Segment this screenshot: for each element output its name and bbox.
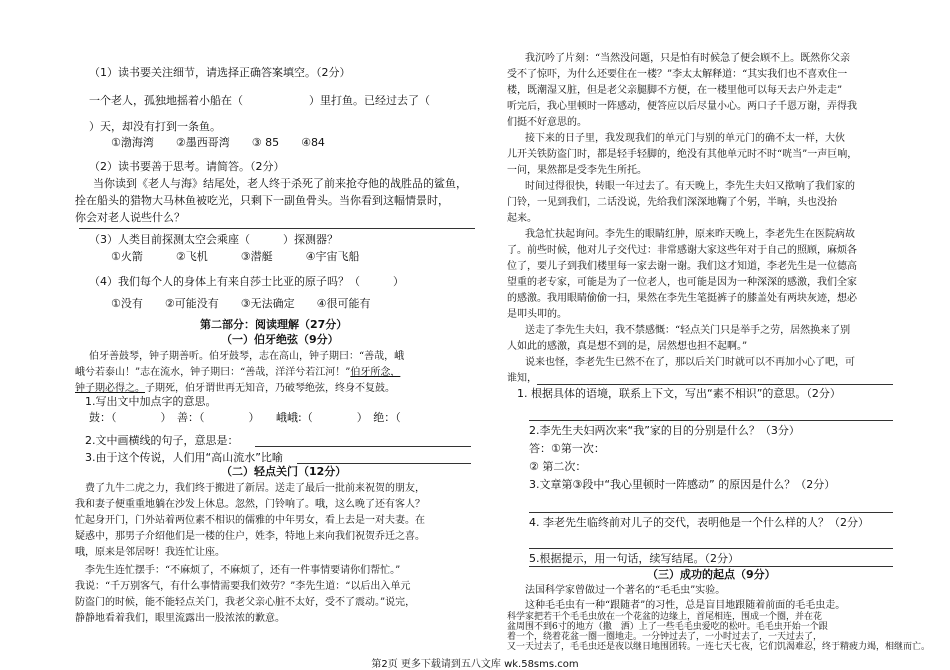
- passage2-line9: 静静地看着我们，眼里流露出一股浓浓的歉意。: [75, 613, 285, 624]
- q1-2-prompt: （2）读书要善于思考。请简答。（2分）: [89, 160, 285, 173]
- passage1-title: （一）伯牙绝弦（9分）: [221, 333, 339, 346]
- story-line: 一问，果然都是受李先生所托。: [507, 165, 647, 176]
- story-line: 位了，要儿子到我们楼里每一家去谢一谢。我们这才知道，李老先生是一位德高: [507, 261, 857, 272]
- p2-q2-answer1: 答：①第一次：: [529, 442, 605, 455]
- passage3-line3: 科学家把若干个毛毛虫放在一个花盆的边缘上，首尾相连，围成一个圈，并在花: [507, 612, 823, 622]
- story-line: 是叩头叩的。: [507, 309, 567, 320]
- passage3-line7: 终于精疲力竭，相继而亡。: [822, 642, 931, 652]
- q1-4-options: ①没有 ②可能没有 ③无法确定 ④很可能有: [111, 297, 371, 310]
- story-line: 我急忙扶起询问。李先生的眼睛红肿，原来昨天晚上，李老先生在医院病故: [525, 229, 855, 240]
- passage3-line1: 法国科学家曾做过一个著名的“毛毛虫”实验。: [525, 585, 726, 596]
- q1-1-line1: 一个老人，孤独地摇着小船在（ ）里打鱼。已经过去了（: [89, 94, 430, 107]
- story-line: 说来也怪，李老先生已然不在了，那以后关门时就可以不再加小心了吧，可: [525, 357, 855, 368]
- story-line: 听完后，我心里顿时一阵感动，便答应以后尽量小心。两口子千恩万谢，弄得我: [507, 101, 857, 112]
- passage2-line2: 我和妻子便重重地躺在沙发上休息。忽然，门铃响了。哦，这么晚了还有客人？: [75, 499, 425, 510]
- story-line: 受不了惊吓，为什么还要住在一楼？”李太太解释道：“其实我们也不喜欢住一: [507, 69, 848, 80]
- p2-q2-answer2: ② 第二次：: [529, 460, 587, 473]
- part2-title: 第二部分：阅读理解（27分）: [200, 318, 348, 331]
- q1-3-options: ①火箭 ②飞机 ③潜艇 ④宇宙飞船: [111, 250, 360, 263]
- p2-q5-prompt: 5.根据提示，用一句话，续写结尾。（2分）: [529, 552, 739, 565]
- story-line: 送走了李先生夫妇，我不禁感慨：“轻点关门只是举手之劳，居然换来了别: [525, 325, 851, 336]
- story-line: 时间过得很快，转眼一年过去了。有天晚上，李先生夫妇又揿响了我们家的: [525, 181, 855, 192]
- p2-q4-prompt: 4. 李老先生临终前对儿子的交代，表明他是一个什么样的人？（2分）: [529, 516, 869, 529]
- passage3-line5: 着一个，绕着花盆一圈一圈地走。一分钟过去了，一小时过去了，一天过去了，: [507, 632, 823, 642]
- q1-2-line3: 你会对老人说些什么？: [75, 211, 185, 224]
- page-footer: 第2页 更多下载请到五八文库 wk.58sms.com: [371, 659, 579, 670]
- story-line: 我沉吟了片刻：“当然没问题，只是怕有时候急了便会顾不上。既然你父亲: [525, 53, 851, 64]
- q1-1-options: ①渤海湾 ②墨西哥湾 ③ 85 ④84: [111, 136, 325, 149]
- answer-line: [79, 228, 475, 229]
- passage2-line1: 费了九牛二虎之力，我们终于搬进了新居。送走了最后一批前来祝贺的朋友，: [85, 483, 425, 494]
- story-line: 儿开关铁防盗门时，都是轻手轻脚的，绝没有其他单元时不时“咣当”一声巨响，: [507, 149, 858, 160]
- story-line: 的感激。我用眼睛偷偷一扫，果然在李先生笔挺裤子的膝盖处有两块灰迹，想必: [507, 293, 857, 304]
- q1-3-prompt: （3）人类目前探测太空会乘座（ ）探测器？: [89, 233, 338, 246]
- q1-1-line2: ）天，却没有打到一条鱼。: [89, 120, 221, 133]
- passage3-line4: 盆周围不到6寸的地方（撒 洒）上了一些毛毛虫爱吃的松叶。毛毛虫开始一个跟: [507, 622, 828, 632]
- p1-q2-prompt: 2.文中画横线的句子，意思是：: [85, 434, 239, 447]
- answer-line: [529, 566, 893, 567]
- passage2-line6: 李先生连忙摆手：“不麻烦了，不麻烦了，还有一件事情要请你们帮忙。”: [85, 565, 401, 576]
- passage2-line3: 忙起身开门，门外站着两位素不相识的儒雅的中年男女，看上去是一对夫妻。在: [75, 515, 425, 526]
- story-line: 了。前些时候，他对儿子交代过：非常感谢大家这些年对于自己的照顾，麻烦各: [507, 245, 857, 256]
- answer-line: [537, 384, 893, 385]
- answer-line: [529, 512, 893, 513]
- answer-line: [297, 463, 471, 464]
- q1-1-prompt: （1）读书要关注细节，请选择正确答案填空。（2分）: [89, 66, 351, 79]
- p2-q1-prompt: 1. 根据具体的语境，联系上下文，写出“素不相识”的意思。（2分）: [517, 387, 841, 400]
- passage3-title: （三）成功的起点（9分）: [647, 568, 776, 581]
- passage2-line5: 哦，原来是邻居呀！我连忙让座。: [75, 547, 225, 558]
- passage2-line7: 我说：“千万别客气，有什么事情需要我们效劳？”李先生道：“以后出入单元: [75, 581, 411, 592]
- passage1-line1: 伯牙善鼓琴，钟子期善听。伯牙鼓琴，志在高山，钟子期曰：“善哉，峨: [89, 351, 405, 362]
- passage1-line2: 峨兮若泰山！”志在流水，钟子期曰：“善哉，洋洋兮若江河！”伯牙所念，: [75, 367, 401, 378]
- answer-line: [529, 420, 893, 421]
- answer-line: [255, 446, 471, 447]
- story-line: 门铃，一见到我们，二话没说，先给我们深深地鞠了个躬，半晌，头也没抬: [507, 197, 837, 208]
- passage2-title: （二）轻点关门（12分）: [221, 465, 347, 478]
- story-line: 接下来的日子里，我发现我们的单元门与别的单元门的确不太一样，大伙: [525, 133, 845, 144]
- q1-4-prompt: （4）我们每个人的身体上有来自莎士比亚的原子吗？（ ）: [89, 275, 404, 288]
- story-line: 楼，既潮湿又脏，但是老父亲腿脚不方便，在一楼里他可以每天去户外走走”: [507, 85, 843, 96]
- passage1-line3: 钟子期必得之。子期死，伯牙谓世再无知音，乃破琴绝弦，终身不复鼓。: [75, 383, 395, 394]
- answer-line: [529, 548, 893, 549]
- p2-q3-prompt: 3.文章第③段中“我心里顿时一阵感动” 的原因是什么？（2分）: [529, 478, 836, 491]
- passage2-line4: 疑惑中，那男子介绍他们是一楼的住户，姓李，特地上来向我们祝贺乔迁之喜。: [75, 531, 425, 542]
- story-line: 望重的老专家，可能是为了一位老人，也可能是因为一种深深的感激，我们全家: [507, 277, 857, 288]
- p2-q2-prompt: 2.李先生夫妇两次来“我”家的目的分别是什么？（3分）: [529, 424, 800, 437]
- q1-2-line1: 当你读到《老人与海》结尾处，老人终于杀死了前来抢夺他的战胜品的鲨鱼，: [93, 177, 467, 190]
- story-line: 谁知，: [507, 373, 537, 384]
- p1-q1-items: 鼓：（ ） 善：（ ） 峨峨:（ ） 绝：（: [89, 411, 401, 424]
- q1-2-line2: 拴在船头的猎物大马林鱼被吃光，只剩下一副鱼骨头。当你看到这幅情景时，: [75, 194, 449, 207]
- p1-q1-prompt: 1.写出文中加点字的意思。: [85, 395, 217, 408]
- passage2-line8: 防盗门的时候，能不能轻点关门，我老父亲心脏不太好，受不了震动。”说完，: [75, 597, 416, 608]
- story-line: 们挺不好意思的。: [507, 117, 587, 128]
- passage3-line6: 又一天过去了，毛毛虫还是夜以继日地围团转。一连七天七夜，它们饥渴难忍，终于精疲力竭，相继而亡。: [507, 642, 931, 652]
- p1-q3-prompt: 3.由于这个传说，人们用“高山流水”比喻: [85, 451, 283, 464]
- story-line: 起来。: [507, 213, 537, 224]
- passage3-line2: 这种毛毛虫有一种“跟随者”的习性，总是盲目地跟随着前面的毛毛虫走。: [525, 600, 846, 611]
- story-line: 人如此的感激，真是想不到的是，居然想也担不起啊。”: [507, 341, 748, 352]
